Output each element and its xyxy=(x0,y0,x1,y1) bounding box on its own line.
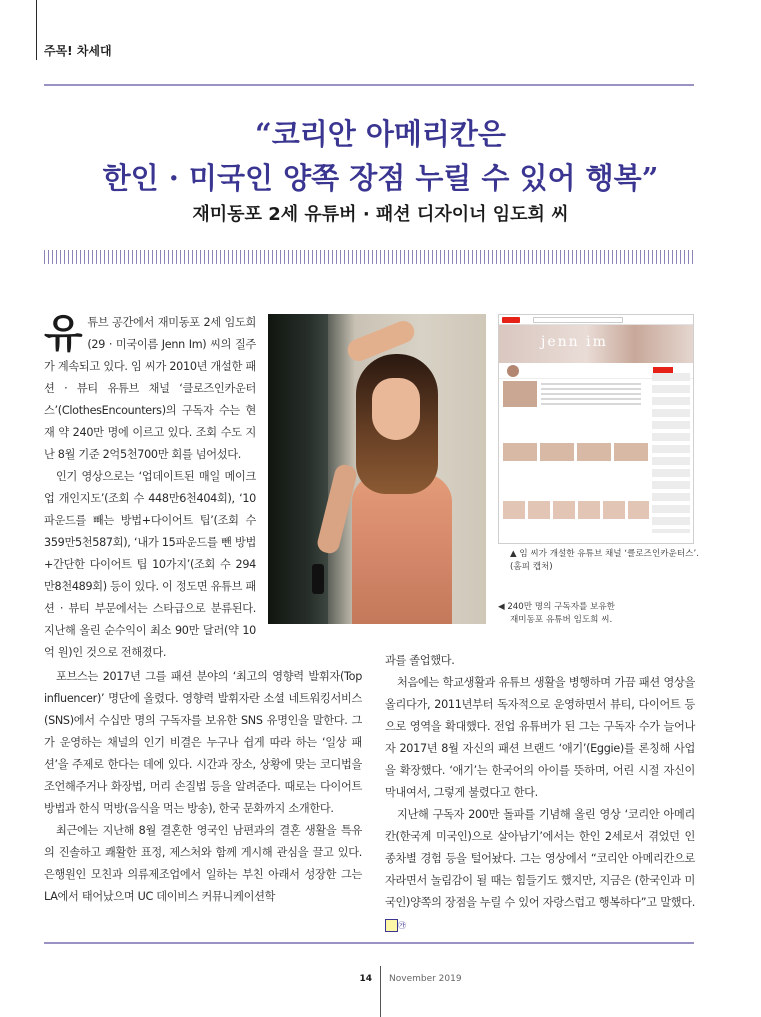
photo-door-handle xyxy=(312,564,324,594)
paragraph-6-text: 지난해 구독자 200만 돌파를 기념해 올린 영상 ‘코리안 아메리칸(한국계 미국인)으로 살아남기’에서는 한인 2세로서 겪었던 인종차별 경험 등을 털어놨다. 그는 영상에서 “코리안 아메리칸으로 자라면서 놀림감이 될 때는 힘들기도 했지만, 지금은 (한국인과 미국인)양쪽의 장점을 누릴 수 있어 자랑스럽고 행복하다”고 말했다. xyxy=(385,808,695,909)
end-mark-icon: ㉮ xyxy=(385,919,398,932)
yt-channel-banner xyxy=(499,325,693,363)
paragraph-4: 최근에는 지난해 8월 결혼한 영국인 남편과의 결혼 생활을 특유의 진솔하고 쾌활한 표정, 제스처와 함께 게시해 관심을 끌고 있다. 은행원인 모친과 의류제조업에서 일하는 부친 아래서 성장한 그는 LA에서 태어났으며 UC 데이비스 커뮤니케이션학 xyxy=(44,824,362,903)
paragraph-3: 포브스는 2017년 그를 패션 분야의 ‘최고의 영향력 발휘자(Top influencer)’ 명단에 올렸다. 영향력 발휘자란 소셜 네트워킹서비스(SNS)에서 수십만 명의 구독자를 보유한 SNS 유명인을 말한다. 그가 운영하는 채널의 인기 비결은 누구나 쉽게 따라 하는 ‘일상 패션’을 주제로 한다는 데에 있다. 시간과 장소, 상황에 맞는 코디법을 조언해주거나 화장법, 머리 손질법 등을 알려준다. 때로는 다이어트 방법과 한식 먹방(음식을 먹는 방송), 한국 문화까지 소개한다. xyxy=(44,670,362,815)
paragraph-6 xyxy=(385,804,695,936)
issue-date: November 2019 xyxy=(389,974,462,984)
section-label: 주목! 차세대 xyxy=(44,44,112,58)
youtube-channel-screenshot xyxy=(498,314,694,544)
youtube-logo-icon xyxy=(502,317,520,323)
portrait-photo xyxy=(268,314,486,624)
top-left-rule xyxy=(36,0,37,60)
yt-avatar-icon xyxy=(507,365,519,377)
article-column-left-lower xyxy=(44,666,362,908)
headline-line-2: 한인 · 미국인 양쪽 장점 누릴 수 있어 행복” xyxy=(102,161,659,195)
page-number: 14 xyxy=(359,974,372,984)
header-rule xyxy=(44,84,694,86)
paragraph-1 xyxy=(44,312,256,466)
yt-thumbnail-row-2 xyxy=(503,501,649,519)
article-column-right xyxy=(385,650,695,936)
photo-face xyxy=(372,378,420,440)
caption-portrait-line-1: ◀ 240만 명의 구독자를 보유한 xyxy=(498,602,615,612)
yt-thumbnail-row-1 xyxy=(503,443,649,461)
photo-dress xyxy=(352,474,452,624)
yt-banner-text: jenn im xyxy=(541,334,608,350)
paragraph-5: 처음에는 학교생활과 유튜브 생활을 병행하며 가끔 패션 영상을 올리다가, 2011년부터 독자적으로 운영하면서 뷰티, 다이어트 등으로 영역을 확대했다. 전업 유튜버가 된 그는 구독자 수가 늘어나자 2017년 8월 자신의 패션 브랜드 ‘애기’(Eggie)를 론칭해 사업을 확장했다. ‘애기’는 한국어의 아이를 뜻하며, 어린 시절 자신이 막내여서, 그렇게 불렸다고 한다. xyxy=(385,676,695,799)
footer-divider xyxy=(380,966,381,1017)
yt-featured-video xyxy=(503,381,537,407)
yt-search-box xyxy=(533,317,623,323)
paragraph-4-continued: 과를 졸업했다. xyxy=(385,654,455,667)
yt-sidebar-list xyxy=(652,373,690,533)
caption-portrait-line-2: 재미동포 유튜버 임도희 씨. xyxy=(510,615,613,625)
decorative-stripe xyxy=(44,250,694,264)
drop-cap: 유 xyxy=(44,311,83,357)
headline xyxy=(0,112,761,200)
footer-rule xyxy=(44,942,694,944)
yt-description-lines xyxy=(541,383,641,405)
paragraph-1-text: 튜브 공간에서 재미동포 2세 임도희(29 · 미국이름 Jenn Im) 씨의 질주가 계속되고 있다. 임 씨가 2010년 개설한 패션 · 뷰티 유튜브 채널 ‘클로즈인카운터스’(ClothesEncounters)의 구독자 수는 현재 약 240만 명에 이르고 있다. 조회 수도 지난 8월 기준 2억5천700만 회를 넘어섰다. xyxy=(44,316,256,461)
headline-line-1: “코리안 아메리칸은 xyxy=(255,117,506,151)
paragraph-2: 인기 영상으로는 ‘업데이트된 매일 메이크업 개인지도’(조회 수 448만6천404회), ‘10파운드를 빼는 방법+다이어트 팁’(조회 수 359만5천587회), ‘내가 15파운드를 뺀 방법+간단한 다이어트 팁 10가지’(조회 수 294만8천489회) 등이 있다. 이 정도면 유튜브 패션 · 뷰티 부문에서는 스타급으로 분류된다. 지난해 올린 순수익이 최소 90만 달러(약 10억 원)인 것으로 전해졌다. xyxy=(44,470,256,659)
yt-top-bar xyxy=(499,315,693,325)
caption-portrait xyxy=(498,601,694,627)
article-column-1 xyxy=(44,312,256,664)
subtitle: 재미동포 2세 유튜버 · 패션 디자이너 임도희 씨 xyxy=(192,204,569,225)
caption-youtube: ▲ 임 씨가 개설한 유튜브 채널 ‘클로즈인카운터스’. (홈피 캡처) xyxy=(510,549,699,572)
